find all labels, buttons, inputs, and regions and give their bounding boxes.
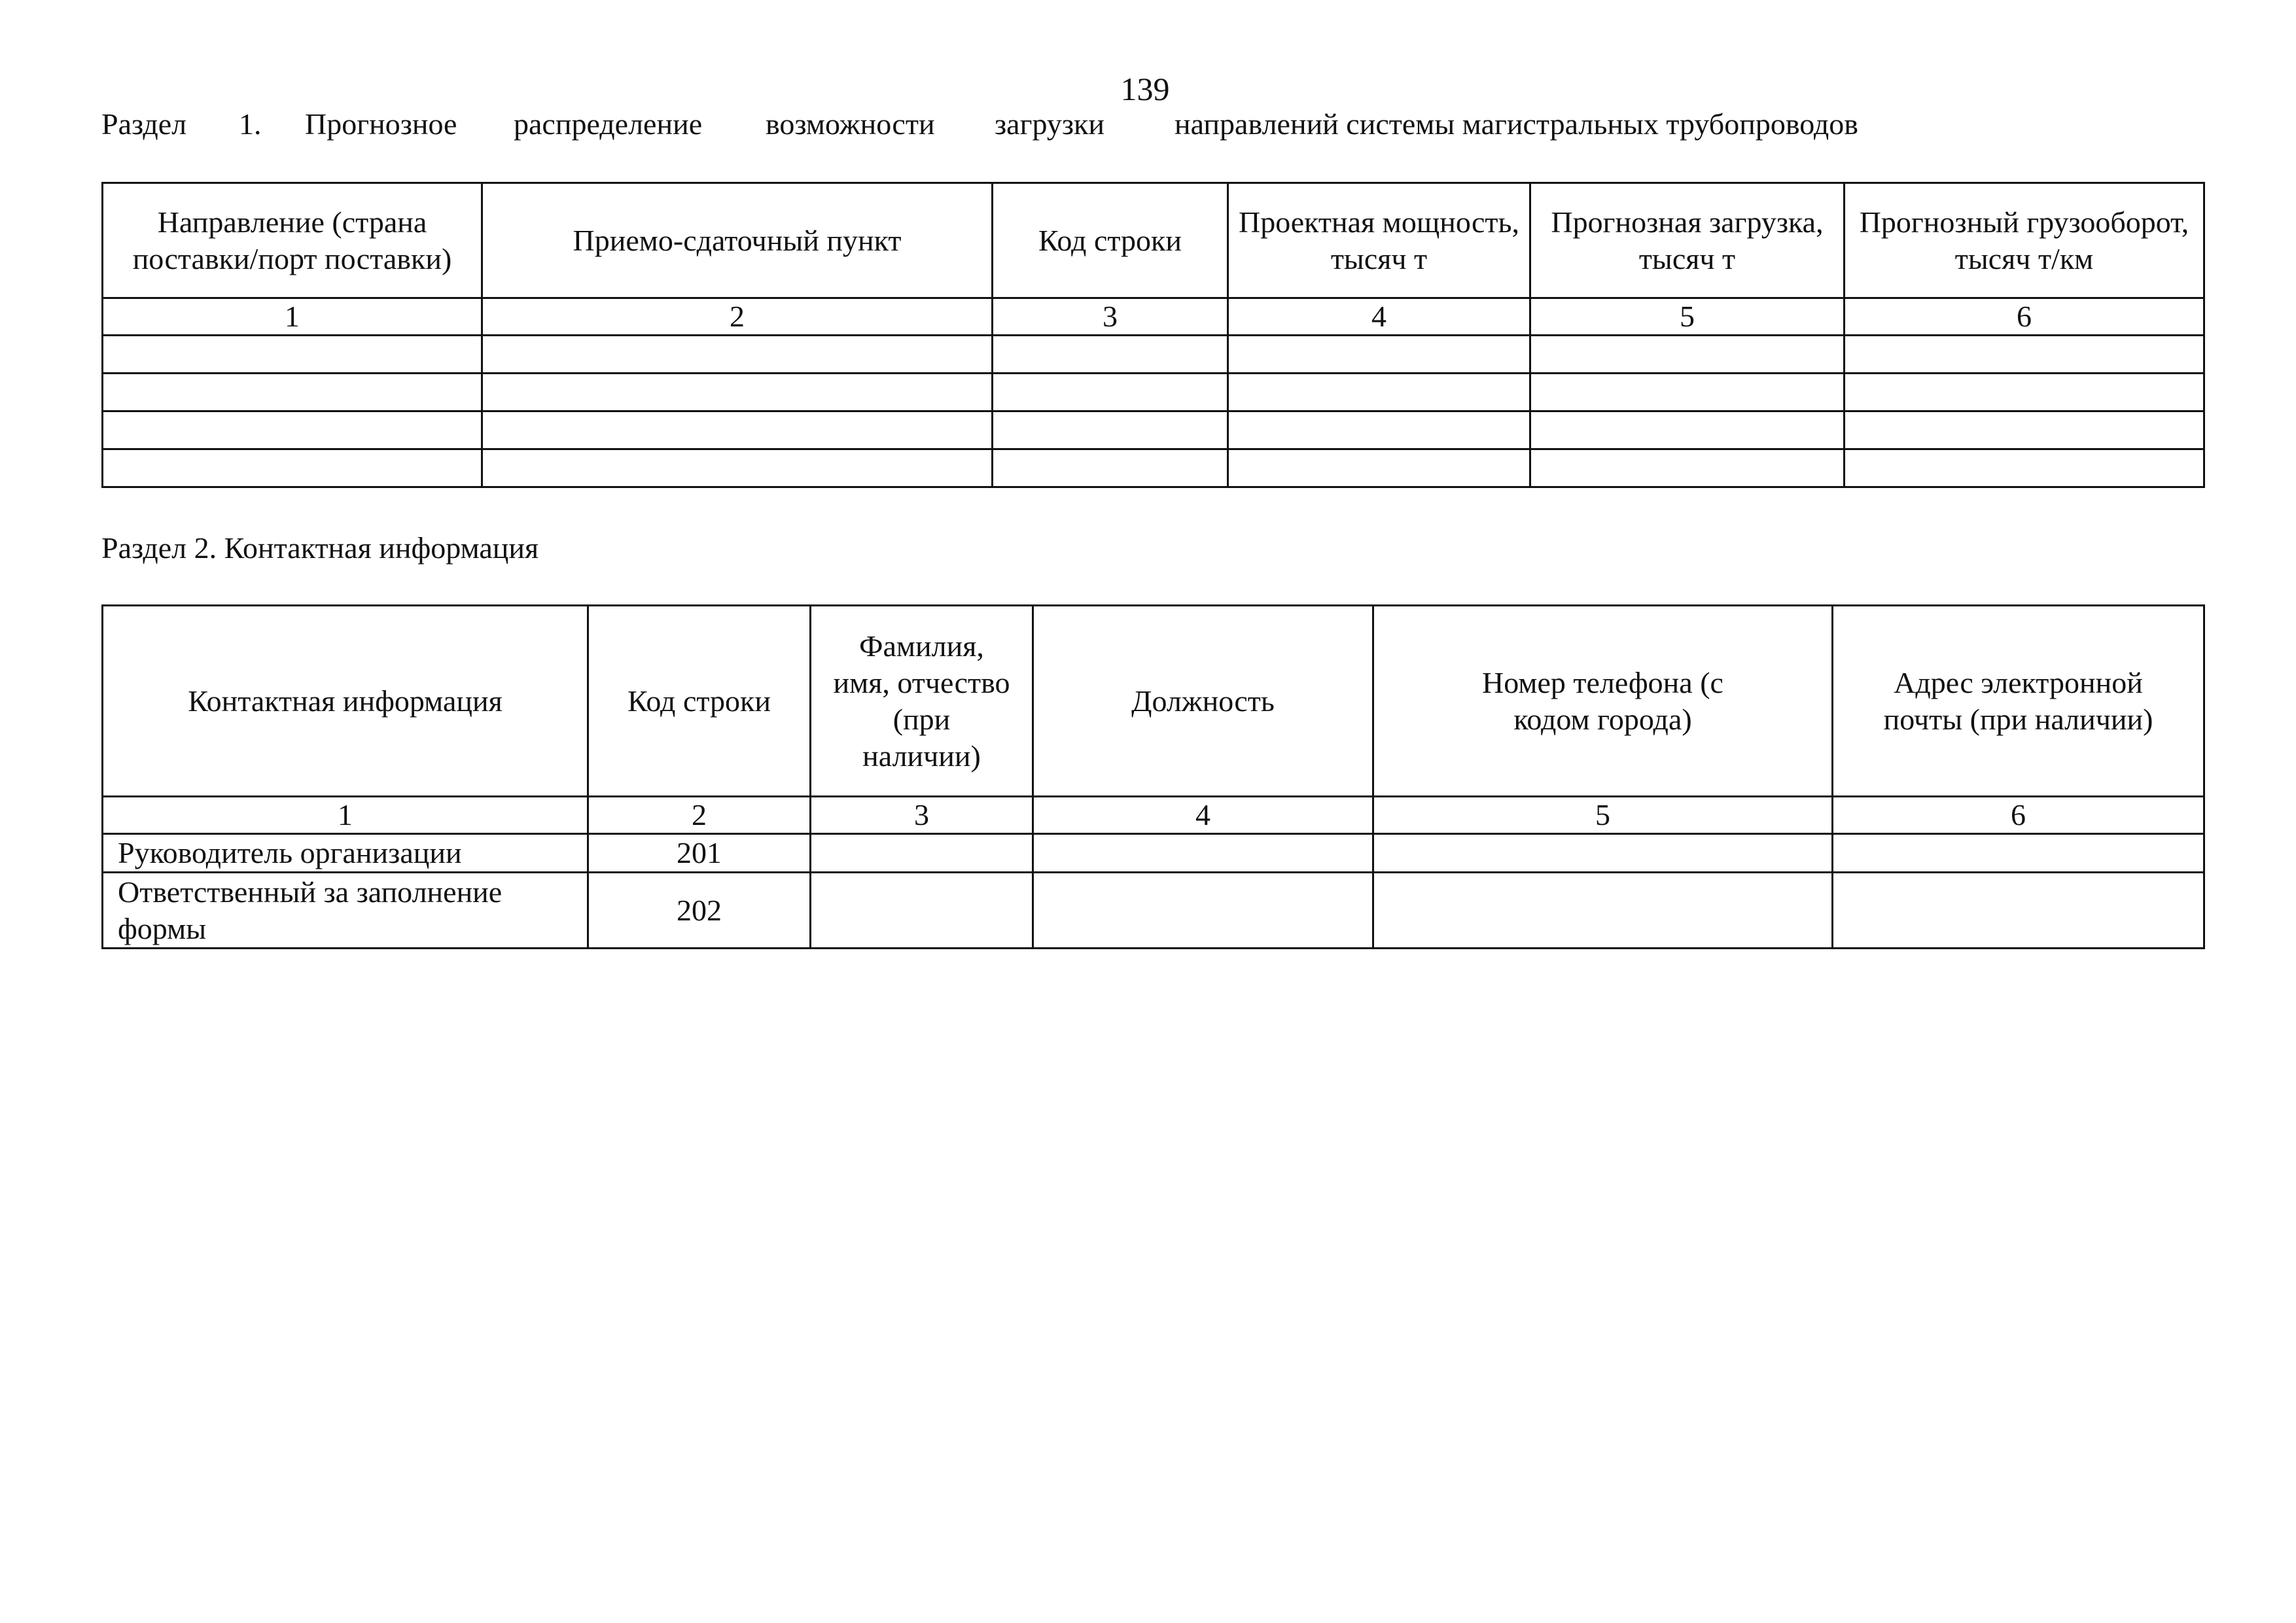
column-number: 4 (1228, 298, 1530, 336)
empty-cell[interactable] (993, 411, 1228, 449)
column-number: 6 (1845, 298, 2204, 336)
empty-cell[interactable] (1373, 834, 1833, 873)
empty-cell[interactable] (811, 834, 1033, 873)
table-row (103, 834, 2204, 873)
header-forecast-load: Прогнозная загрузка, тысяч т (1530, 183, 1845, 298)
empty-cell[interactable] (482, 374, 993, 411)
column-number: 5 (1373, 797, 1833, 834)
section1-title-word: загрузки (995, 107, 1104, 141)
empty-cell[interactable] (1845, 336, 2204, 374)
row-label: Руководитель организации (103, 834, 588, 873)
header-row-code: Код строки (588, 606, 811, 797)
empty-cell[interactable] (103, 336, 482, 374)
table-row (103, 374, 2204, 411)
page-number: 139 (1120, 71, 1170, 107)
section1-title-word: Раздел (101, 107, 187, 141)
column-number: 6 (1833, 797, 2204, 834)
header-position: Должность (1033, 606, 1373, 797)
empty-cell[interactable] (1530, 336, 1845, 374)
column-number: 3 (811, 797, 1033, 834)
empty-cell[interactable] (103, 449, 482, 487)
empty-cell[interactable] (482, 411, 993, 449)
row-code: 201 (588, 834, 811, 873)
header-full-name: Фамилия, имя, отчество (при наличии) (811, 606, 1033, 797)
empty-cell[interactable] (1845, 374, 2204, 411)
empty-cell[interactable] (1228, 336, 1530, 374)
empty-cell[interactable] (1530, 411, 1845, 449)
column-number: 4 (1033, 797, 1373, 834)
table-row (103, 411, 2204, 449)
empty-cell[interactable] (482, 336, 993, 374)
empty-cell[interactable] (1530, 374, 1845, 411)
section1-title-word: 1. (239, 107, 262, 141)
table-row (103, 449, 2204, 487)
empty-cell[interactable] (1228, 411, 1530, 449)
section1-title-word: возможности (766, 107, 935, 141)
row-code: 202 (588, 873, 811, 949)
empty-cell[interactable] (103, 411, 482, 449)
empty-cell[interactable] (1833, 834, 2204, 873)
empty-cell[interactable] (1845, 449, 2204, 487)
empty-cell[interactable] (1845, 411, 2204, 449)
section2-title: Раздел 2. Контактная информация (101, 531, 539, 565)
empty-cell[interactable] (1033, 834, 1373, 873)
column-number: 3 (993, 298, 1228, 336)
empty-cell[interactable] (103, 374, 482, 411)
empty-cell[interactable] (1228, 449, 1530, 487)
empty-cell[interactable] (1373, 873, 1833, 949)
header-contact-info: Контактная информация (103, 606, 588, 797)
empty-cell[interactable] (1833, 873, 2204, 949)
empty-cell[interactable] (1530, 449, 1845, 487)
empty-cell[interactable] (993, 449, 1228, 487)
table-row (103, 336, 2204, 374)
empty-cell[interactable] (993, 336, 1228, 374)
column-number: 1 (103, 797, 588, 834)
empty-cell[interactable] (1228, 374, 1530, 411)
empty-cell[interactable] (993, 374, 1228, 411)
forecast-distribution-table (101, 182, 2205, 488)
header-acceptance-point: Приемо-сдаточный пункт (482, 183, 993, 298)
table-row (103, 873, 2204, 949)
header-design-capacity: Проектная мощность, тысяч т (1228, 183, 1530, 298)
section1-title-word: Прогнозное (305, 107, 457, 141)
row-label: Ответственный за заполнение формы (103, 873, 588, 949)
empty-cell[interactable] (811, 873, 1033, 949)
column-number: 5 (1530, 298, 1845, 336)
section1-title-word: направлений системы магистральных трубопроводов (1174, 107, 1859, 141)
contact-info-table (101, 604, 2205, 949)
empty-cell[interactable] (1033, 873, 1373, 949)
column-number: 2 (588, 797, 811, 834)
header-row-code: Код строки (993, 183, 1228, 298)
header-phone: Номер телефона (с кодом города) (1373, 606, 1833, 797)
empty-cell[interactable] (482, 449, 993, 487)
header-forecast-turnover: Прогнозный грузооборот, тысяч т/км (1845, 183, 2204, 298)
header-email: Адрес электронной почты (при наличии) (1833, 606, 2204, 797)
column-number: 1 (103, 298, 482, 336)
header-direction: Направление (страна поставки/порт поставки) (103, 183, 482, 298)
column-number: 2 (482, 298, 993, 336)
section1-title-word: распределение (514, 107, 703, 141)
